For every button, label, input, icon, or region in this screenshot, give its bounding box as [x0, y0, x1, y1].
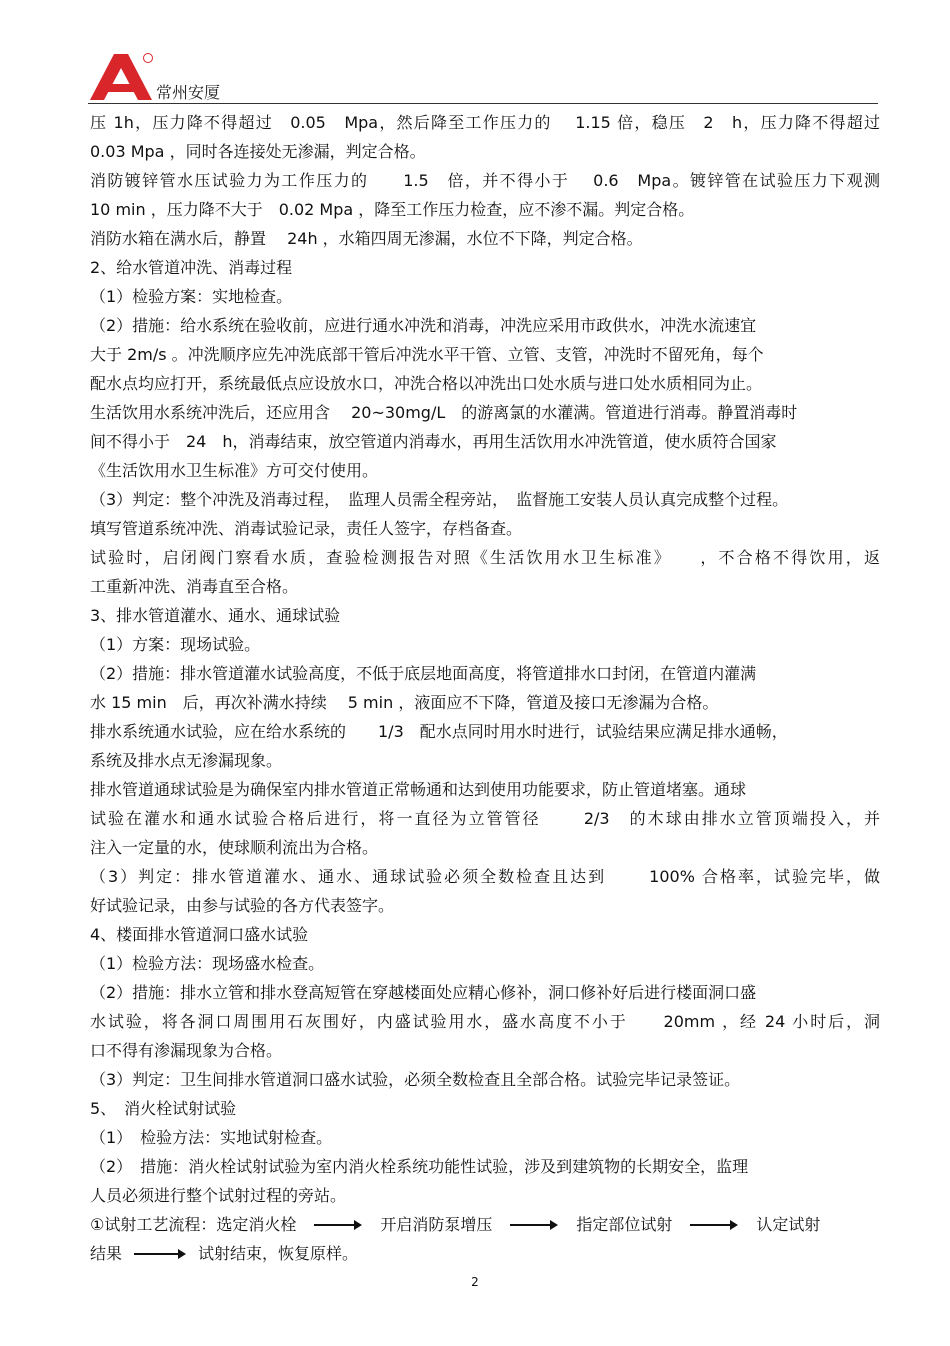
text-line: 填写管道系统冲洗、消毒试验记录，责任人签字，存档备查。: [90, 519, 523, 538]
text-line: 5、 消火栓试射试验: [90, 1099, 237, 1118]
process-flow: [90, 1210, 880, 1239]
text-line: 系统及排水点无渗漏现象。: [90, 751, 283, 770]
text-line: 工重新冲洗、消毒直至合格。: [90, 577, 299, 596]
flow-step: 认定试射: [756, 1215, 821, 1234]
text-line: 3、排水管道灌水、通水、通球试验: [90, 606, 341, 625]
text-line: 4、楼面排水管道洞口盛水试验: [90, 925, 309, 944]
text-line: 配水点均应打开，系统最低点应设放水口，冲洗合格以冲洗出口处水质与进口处水质相同为止。: [90, 374, 763, 393]
text-line: （2）措施：排水立管和排水登高短管在穿越楼面处应精心修补，洞口修补好后进行楼面洞口盛: [90, 983, 757, 1002]
arrow-right-icon: [134, 1248, 186, 1260]
text-line: （1） 检验方法：实地试射检查。: [90, 1128, 333, 1147]
text-line: 0.03 Mpa ，同时各连接处无渗漏，判定合格。: [90, 142, 426, 161]
text-line: （1）检验方法：现场盛水检查。: [90, 954, 325, 973]
flow-step: ①试射工艺流程：选定消火栓: [90, 1215, 297, 1234]
text-line: （3）判定：整个冲洗及消毒过程， 监理人员需全程旁站， 监督施工安装人员认真完成整个过程。: [90, 490, 789, 509]
text-line: 《生活饮用水卫生标准》方可交付使用。: [90, 461, 379, 480]
text-line: 大于 2m/s 。冲洗顺序应先冲洗底部干管后冲洗水平干管、立管、支管，冲洗时不留死角，每个: [90, 345, 764, 364]
document-body: [90, 108, 880, 1268]
process-flow-continued: [90, 1239, 880, 1268]
arrow-right-icon: [314, 1219, 362, 1231]
text-line: 水 15 min 后，再次补满水持续 5 min ，液面应不下降，管道及接口无渗漏为合格。: [90, 693, 719, 712]
text-line: （1）方案：现场试验。: [90, 635, 261, 654]
text-line: 消防镀锌管水压试验力为工作压力的 1.5 倍，并不得小于 0.6 Mpa。镀锌管在试验压力下观测: [90, 171, 880, 190]
text-line: 2、给水管道冲洗、消毒过程: [90, 258, 293, 277]
text-line: （2）措施：给水系统在验收前，应进行通水冲洗和消毒，冲洗应采用市政供水，冲洗水流速宜: [90, 316, 757, 335]
flow-step: 试射结束，恢复原样。: [198, 1244, 359, 1263]
arrow-right-icon: [510, 1219, 558, 1231]
text-line: （1）检验方案：实地检查。: [90, 287, 293, 306]
text-line: 排水系统通水试验，应在给水系统的 1/3 配水点同时用水时进行，试验结果应满足排水通畅，: [90, 722, 788, 741]
text-line: 压 1h，压力降不得超过 0.05 Mpa，然后降至工作压力的 1.15 倍，稳压 2 h，压力降不得超过: [90, 113, 880, 132]
text-line: 试验时，启闭阀门察看水质，查验检测报告对照《生活饮用水卫生标准》 ，不合格不得饮用，返: [90, 548, 880, 567]
text-line: 口不得有渗漏现象为合格。: [90, 1041, 283, 1060]
arrow-right-icon: [690, 1219, 738, 1231]
text-line: （2）措施：排水管道灌水试验高度，不低于底层地面高度，将管道排水口封闭，在管道内灌满: [90, 664, 757, 683]
company-logo: [88, 50, 154, 102]
flow-step: 结果: [90, 1244, 123, 1263]
text-line: 消防水箱在满水后，静置 24h ，水箱四周无渗漏，水位不下降，判定合格。: [90, 229, 643, 248]
flow-step: 指定部位试射: [576, 1215, 673, 1234]
header-rule: [88, 103, 878, 104]
text-line: （3）判定：排水管道灌水、通水、通球试验必须全数检查且达到 100% 合格率，试验完毕，做: [90, 867, 880, 886]
text-line: 注入一定量的水，使球顺利流出为合格。: [90, 838, 379, 857]
flow-step: 开启消防泵增压: [380, 1215, 493, 1234]
text-line: 排水管道通球试验是为确保室内排水管道正常畅通和达到使用功能要求，防止管道堵塞。通球: [90, 780, 747, 799]
text-line: 10 min ，压力降不大于 0.02 Mpa ，降至工作压力检查，应不渗不漏。判定合格。: [90, 200, 695, 219]
text-line: （3）判定：卫生间排水管道洞口盛水试验，必须全数检查且全部合格。试验完毕记录签证。: [90, 1070, 741, 1089]
text-line: 生活饮用水系统冲洗后，还应用含 20~30mg/L 的游离氯的水灌满。管道进行消毒。静置消毒时: [90, 403, 798, 422]
text-line: 人员必须进行整个试射过程的旁站。: [90, 1186, 347, 1205]
text-line: 间不得小于 24 h，消毒结束，放空管道内消毒水，再用生活饮用水冲洗管道，使水质符合国家: [90, 432, 777, 451]
text-line: （2） 措施：消火栓试射试验为室内消火栓系统功能性试验，涉及到建筑物的长期安全，监理: [90, 1157, 749, 1176]
company-name: 常州安厦: [156, 83, 221, 102]
text-line: 水试验，将各洞口周围用石灰围好，内盛试验用水，盛水高度不小于 20mm ，经 24 小时后，洞: [90, 1012, 880, 1031]
page-header: [88, 50, 878, 106]
text-line: 试验在灌水和通水试验合格后进行，将一直径为立管管径 2/3 的木球由排水立管顶端投入，并: [90, 809, 880, 828]
page-number: 2: [471, 1275, 479, 1289]
text-line: 好试验记录，由参与试验的各方代表签字。: [90, 896, 395, 915]
